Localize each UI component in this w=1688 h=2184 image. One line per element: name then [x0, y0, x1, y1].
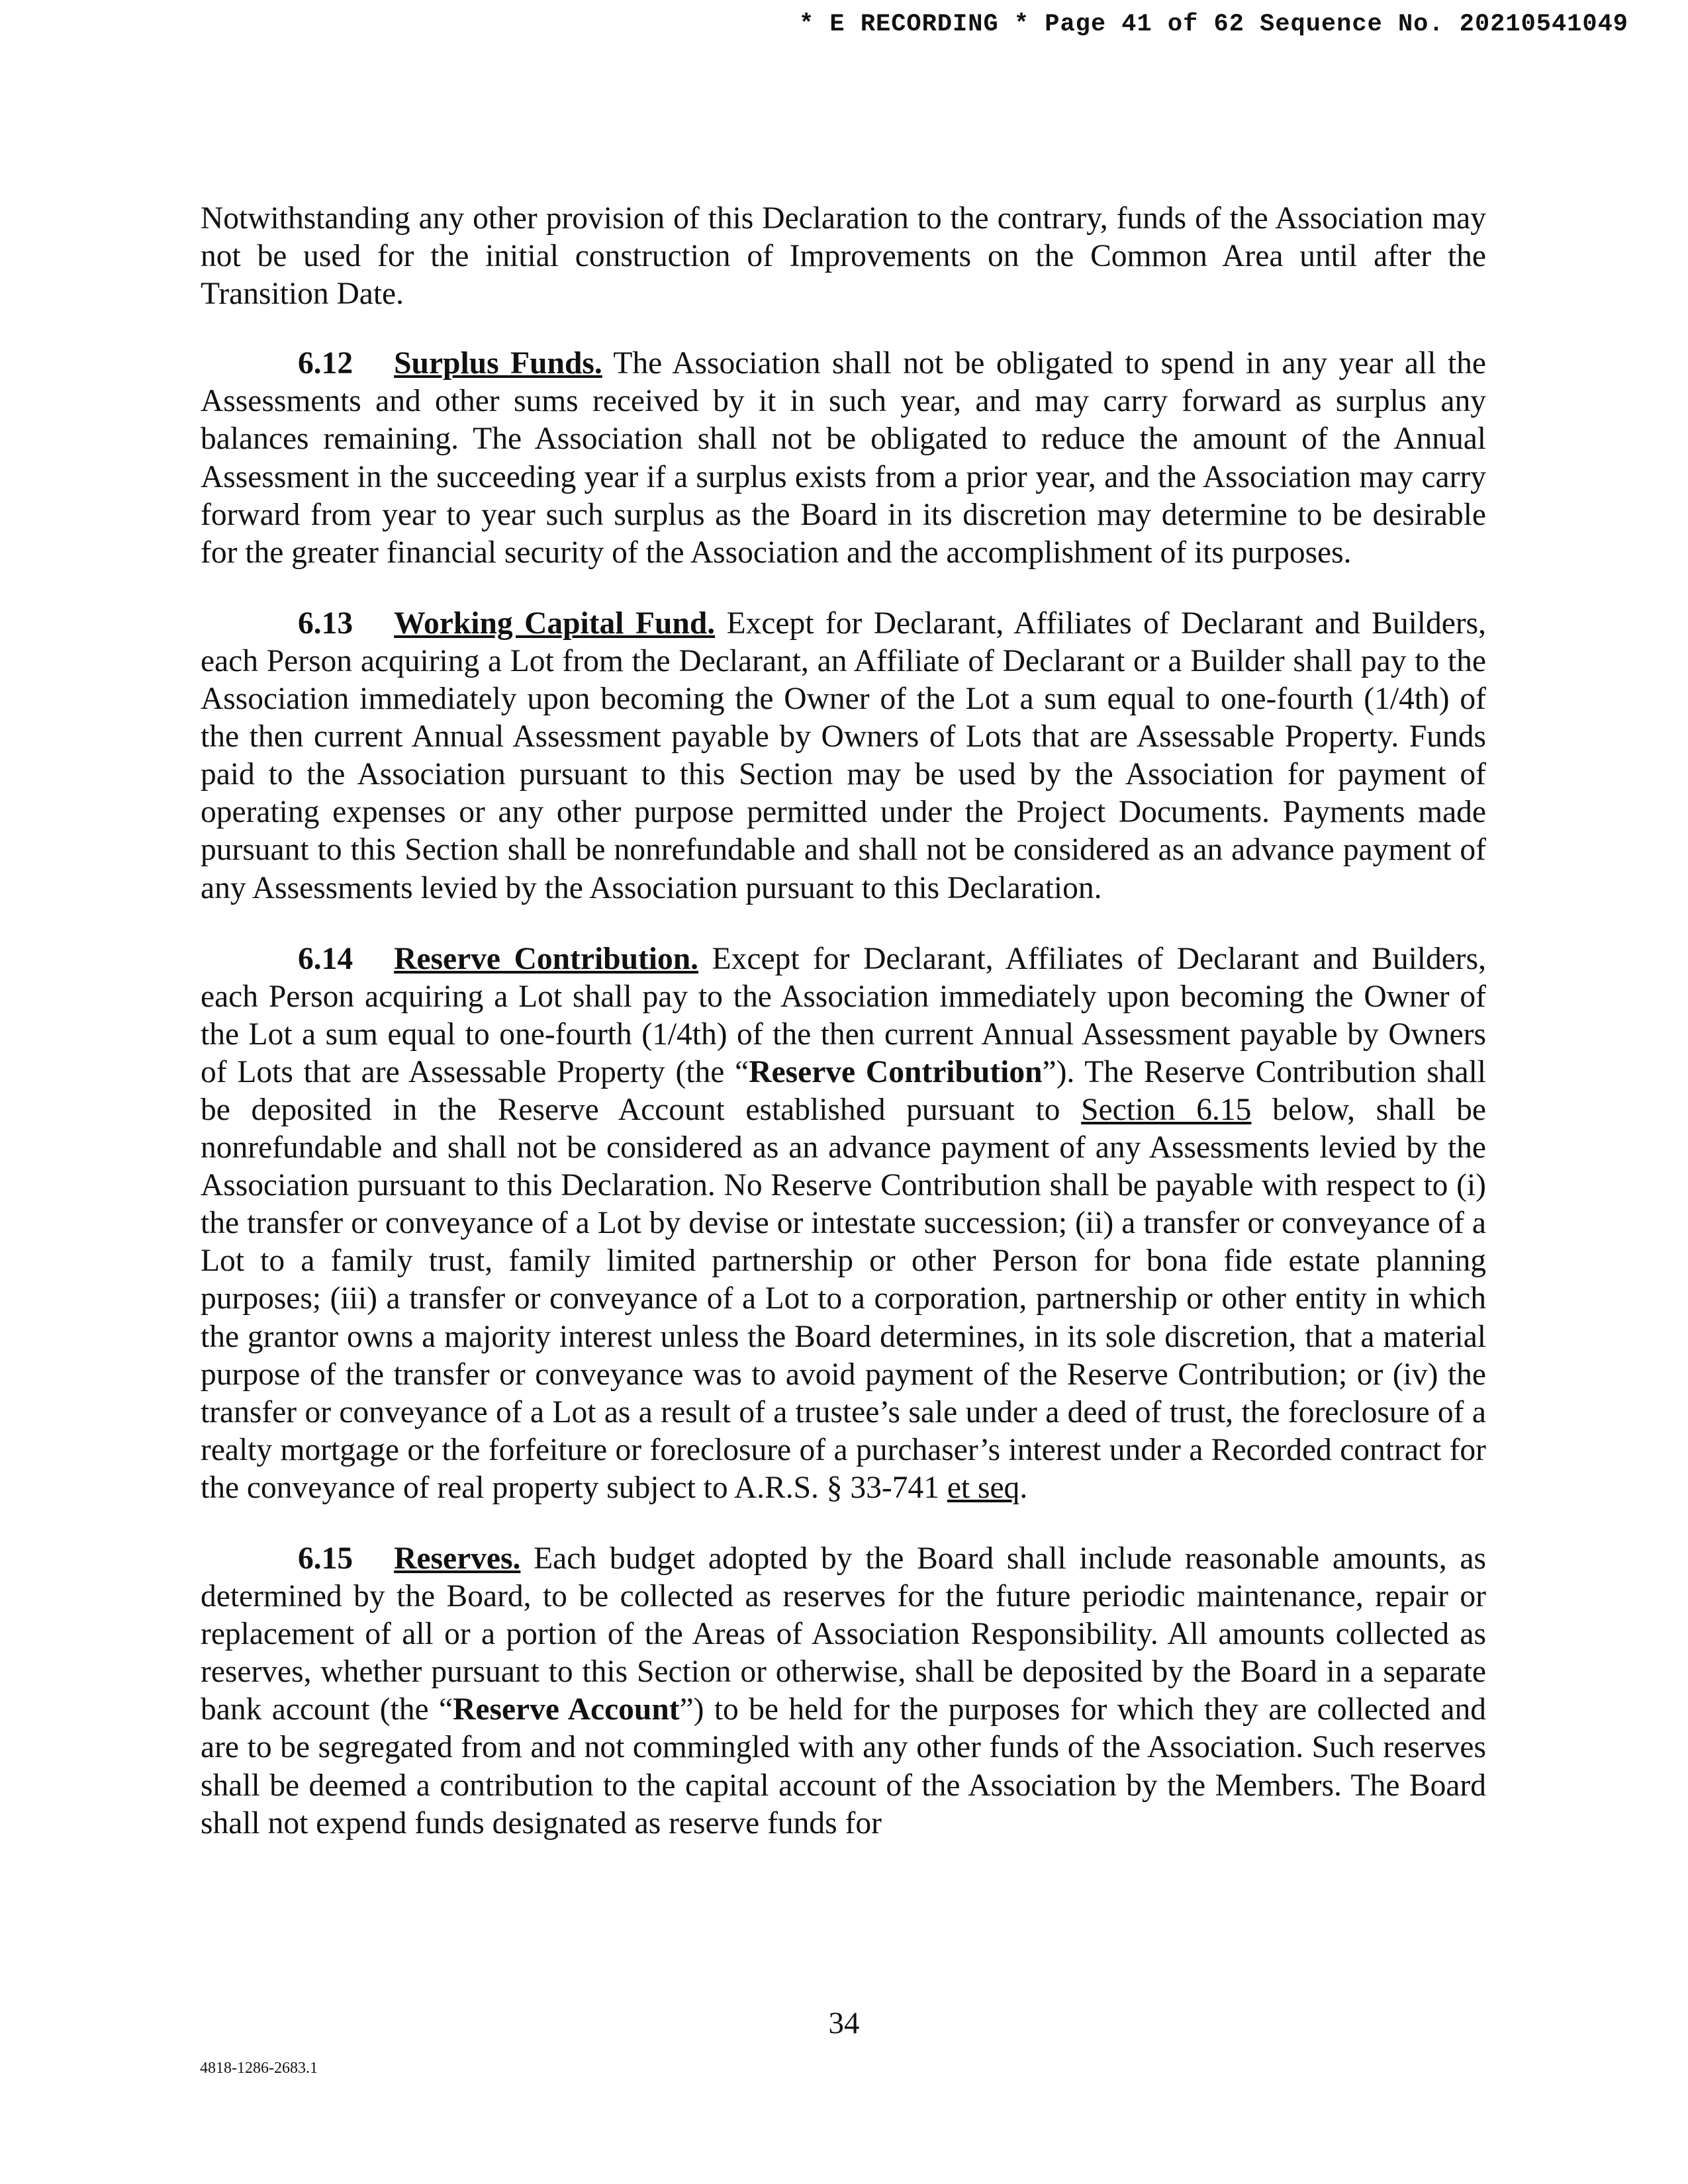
section-number: 6.12 — [298, 346, 353, 381]
section-text: The Association shall not be obligated to spend in any year all the Assessments and other sums received by it in such year, and may carry forward as surplus any balances remaining. The Association shall not be obligated to reduce the amount of the Annual Assessment in the succeeding year if a surplus exists from a prior year, and the Association may carry forward from year to year such surplus as the Board in its discretion may determine to be desirable for the greater financial security of the Association and the accomplishment of its purposes. — [201, 346, 1486, 570]
section-text: ”). The Reserve Contribution shall be deposited in the Reserve Account established pursuant to — [201, 1054, 1486, 1127]
intro-paragraph: Notwithstanding any other provision of this Declaration to the contrary, funds of the Association may not be used for the initial construction of Improvements on the Common Area until after the Transition Date. — [201, 201, 1486, 312]
section-6-12 — [201, 345, 1486, 572]
document-id: 4818-1286-2683.1 — [200, 2060, 318, 2077]
defined-term: Reserve Contribution — [749, 1054, 1043, 1089]
section-text: ”) to be held for the purposes for which they are collected and are to be segregated from and not commingled with any other funds of the Association. Such reserves shall be deemed a contribution to the capital account of the Association by the Members. The Board shall not expend funds designated as reserve funds for — [201, 1692, 1487, 1841]
section-text: Except for Declarant, Affiliates of Declarant and Builders, each Person acquiring a Lot shall pay to the Association immediately upon becoming the Owner of the Lot a sum equal to one-fourth (1/4th) of the then current Annual Assessment payable by Owners of Lots that are Assessable Property (the “ — [201, 941, 1486, 1089]
section-heading: Reserves. — [394, 1541, 521, 1576]
section-number: 6.14 — [298, 941, 353, 976]
section-text: Each budget adopted by the Board shall include reasonable amounts, as determined by the Board, to be collected as reserves for the future periodic maintenance, repair or replacement of all or a portion of the Areas of Association Responsibility. All amounts collected as reserves, whether pursuant to this Section or otherwise, shall be deposited by the Board in a separate bank account (the “ — [201, 1541, 1487, 1727]
et-seq: et seq — [947, 1470, 1020, 1505]
section-reference: Section 6.15 — [1081, 1092, 1252, 1127]
section-text: Except for Declarant, Affiliates of Declarant and Builders, each Person acquiring a Lot from the Declarant, an Affiliate of Declarant or a Builder shall pay to the Association immediately upon becoming the Owner of the Lot a sum equal to one-fourth (1/4th) of the then current Annual Assessment payable by Owners of Lots that are Assessable Property. Funds paid to the Association pursuant to this Section may be used by the Association for payment of operating expenses or any other purpose permitted under the Project Documents. Payments made pursuant to this Section shall be nonrefundable and shall not be considered as an advance payment of any Assessments levied by the Association pursuant to this Declaration. — [201, 606, 1486, 905]
section-text: below, shall be nonrefundable and shall not be considered as an advance payment of any Assessments levied by the Association pursuant to this Declaration. No Reserve Contribution shall be payable with respect to (i) the transfer or conveyance of a Lot by devise or intestate succession; (ii) a transfer or conveyance of a Lot to a family trust, family limited partnership or other Person for bona fide estate planning purposes; (iii) a transfer or conveyance of a Lot to a corporation, partnership or other entity in which the grantor owns a majority interest unless the Board determines, in its sole discretion, that a material purpose of the transfer or conveyance was to avoid payment of the Reserve Contribution; or (iv) the transfer or conveyance of a Lot as a result of a trustee’s sale under a deed of trust, the foreclosure of a realty mortgage or the forfeiture or foreclosure of a purchaser’s interest under a Recorded contract for the conveyance of real property subject to A.R.S. § 33-741 — [201, 1092, 1486, 1505]
section-number: 6.15 — [298, 1541, 353, 1576]
page-number: 34 — [828, 2006, 860, 2040]
section-heading: Working Capital Fund. — [394, 606, 716, 641]
section-number: 6.13 — [298, 606, 353, 641]
recording-stamp: * E RECORDING * Page 41 of 62 Sequence No. 20210541049 — [799, 11, 1628, 38]
defined-term: Reserve Account — [453, 1692, 680, 1727]
document-body — [201, 200, 1486, 1876]
section-text: . — [1019, 1470, 1028, 1505]
section-6-15 — [201, 1540, 1486, 1843]
section-6-13 — [201, 605, 1486, 907]
section-heading: Reserve Contribution. — [394, 941, 699, 976]
section-6-14 — [201, 940, 1486, 1507]
section-heading: Surplus Funds. — [394, 346, 602, 381]
